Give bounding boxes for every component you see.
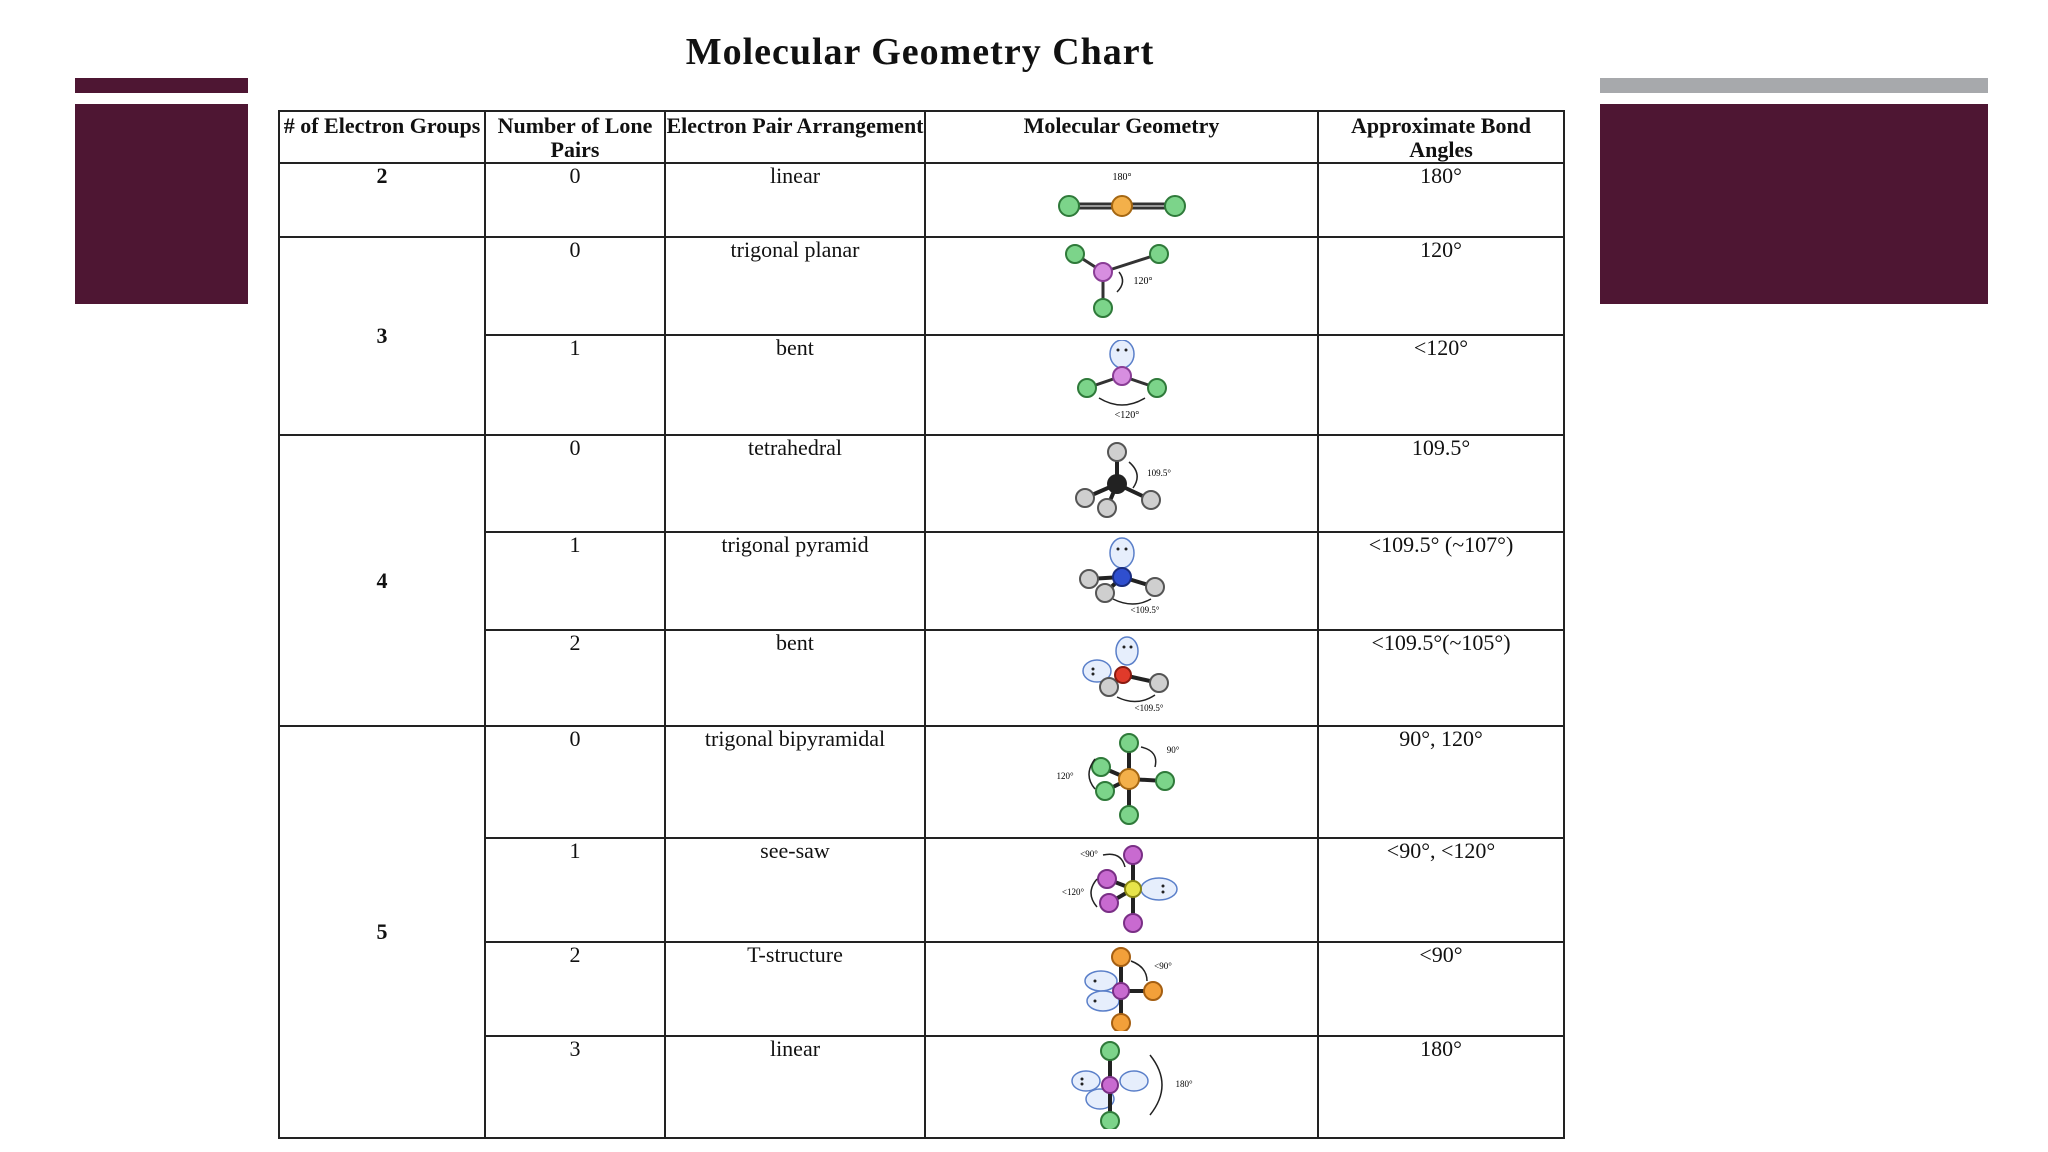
geometry-cell bbox=[925, 532, 1318, 630]
left-block bbox=[75, 104, 248, 304]
bond-angle-cell: <120° bbox=[1318, 335, 1564, 435]
header-electron-groups: # of Electron Groups bbox=[279, 111, 485, 163]
table-row bbox=[279, 163, 1564, 237]
trigonal-planar-molecule-diagram bbox=[1047, 242, 1197, 322]
chart-title: Molecular Geometry Chart bbox=[685, 31, 1155, 73]
arrangement-cell: see-saw bbox=[665, 838, 925, 942]
angle-label: 180° bbox=[1174, 1079, 1193, 1089]
linear-five-group-molecule-diagram bbox=[1042, 1041, 1202, 1129]
arrangement-cell: T-structure bbox=[665, 942, 925, 1036]
angle-label: <109.5° bbox=[1134, 703, 1163, 713]
bent-molecule-diagram bbox=[1047, 340, 1197, 422]
trigonal-pyramid-molecule-diagram bbox=[1047, 537, 1197, 617]
angle-label: <120° bbox=[1061, 887, 1084, 897]
lone-pairs-cell: 1 bbox=[485, 838, 665, 942]
geometry-cell bbox=[925, 726, 1318, 838]
geometry-cell bbox=[925, 1036, 1318, 1138]
angle-label: <90° bbox=[1079, 849, 1098, 859]
geometry-table bbox=[278, 110, 1565, 1139]
bond-angle-cell: <90°, <120° bbox=[1318, 838, 1564, 942]
arrangement-cell: trigonal pyramid bbox=[665, 532, 925, 630]
bond-angle-cell: <109.5° (~107°) bbox=[1318, 532, 1564, 630]
table-row bbox=[279, 435, 1564, 532]
left-thin-bar bbox=[75, 78, 248, 93]
bond-angle-cell: 109.5° bbox=[1318, 435, 1564, 532]
linear-molecule-diagram bbox=[1047, 168, 1197, 224]
tetrahedral-molecule-diagram bbox=[1047, 440, 1197, 520]
see-saw-molecule-diagram bbox=[1037, 843, 1207, 933]
header-row bbox=[279, 111, 1564, 163]
angle-label: <120° bbox=[1114, 410, 1139, 421]
lone-pairs-cell: 2 bbox=[485, 630, 665, 726]
right-thin-bar bbox=[1600, 78, 1988, 93]
electron-groups-cell: 5 bbox=[279, 726, 485, 1138]
geometry-cell bbox=[925, 163, 1318, 237]
lone-pairs-cell: 0 bbox=[485, 237, 665, 335]
angle-label: <109.5° bbox=[1130, 605, 1159, 615]
lone-pairs-cell: 0 bbox=[485, 435, 665, 532]
bond-angle-cell: 90°, 120° bbox=[1318, 726, 1564, 838]
arrangement-cell: bent bbox=[665, 335, 925, 435]
arrangement-cell: trigonal planar bbox=[665, 237, 925, 335]
lone-pairs-cell: 3 bbox=[485, 1036, 665, 1138]
geometry-cell bbox=[925, 335, 1318, 435]
right-block bbox=[1600, 104, 1988, 304]
electron-groups-cell: 3 bbox=[279, 237, 485, 435]
header-geometry: Molecular Geometry bbox=[925, 111, 1318, 163]
bond-angle-cell: <109.5°(~105°) bbox=[1318, 630, 1564, 726]
angle-label: 180° bbox=[1112, 172, 1131, 183]
header-arrangement: Electron Pair Arrangement bbox=[665, 111, 925, 163]
arrangement-cell: trigonal bipyramidal bbox=[665, 726, 925, 838]
arrangement-cell: linear bbox=[665, 1036, 925, 1138]
geometry-cell bbox=[925, 237, 1318, 335]
lone-pairs-cell: 1 bbox=[485, 532, 665, 630]
bent-tetrahedral-molecule-diagram bbox=[1047, 635, 1197, 715]
table-row bbox=[279, 726, 1564, 838]
bond-angle-cell: 180° bbox=[1318, 1036, 1564, 1138]
angle-label: 120° bbox=[1055, 771, 1074, 781]
electron-groups-cell: 4 bbox=[279, 435, 485, 726]
header-bond-angles: Approximate Bond Angles bbox=[1318, 111, 1564, 163]
trigonal-bipyramidal-molecule-diagram bbox=[1037, 731, 1207, 827]
lone-pairs-cell: 2 bbox=[485, 942, 665, 1036]
bond-angle-cell: 180° bbox=[1318, 163, 1564, 237]
angle-label: <90° bbox=[1153, 961, 1172, 971]
header-lone-pairs: Number of Lone Pairs bbox=[485, 111, 665, 163]
bond-angle-cell: <90° bbox=[1318, 942, 1564, 1036]
t-structure-molecule-diagram bbox=[1047, 947, 1197, 1031]
arrangement-cell: linear bbox=[665, 163, 925, 237]
geometry-cell bbox=[925, 435, 1318, 532]
geometry-cell bbox=[925, 942, 1318, 1036]
geometry-cell bbox=[925, 630, 1318, 726]
geometry-cell bbox=[925, 838, 1318, 942]
electron-groups-cell: 2 bbox=[279, 163, 485, 237]
lone-pairs-cell: 1 bbox=[485, 335, 665, 435]
arrangement-cell: bent bbox=[665, 630, 925, 726]
arrangement-cell: tetrahedral bbox=[665, 435, 925, 532]
lone-pairs-cell: 0 bbox=[485, 163, 665, 237]
lone-pairs-cell: 0 bbox=[485, 726, 665, 838]
angle-label: 90° bbox=[1166, 745, 1179, 755]
angle-label: 109.5° bbox=[1146, 468, 1171, 478]
angle-label: 120° bbox=[1133, 276, 1152, 287]
bond-angle-cell: 120° bbox=[1318, 237, 1564, 335]
table-row bbox=[279, 237, 1564, 335]
